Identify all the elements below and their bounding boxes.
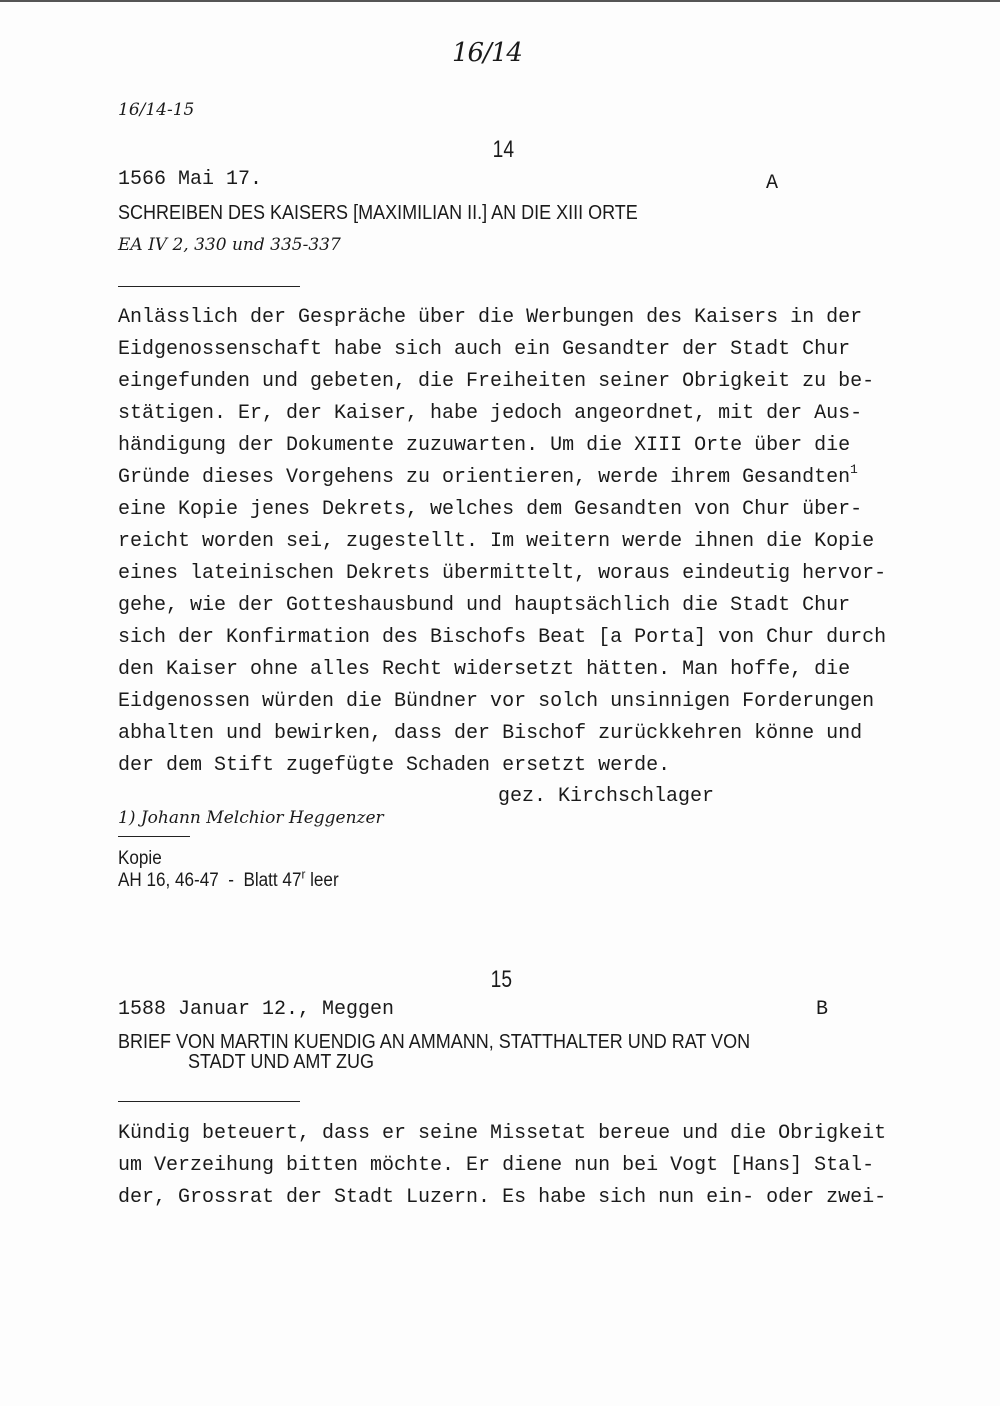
scan-edge bbox=[0, 0, 1000, 2]
signature: gez. Kirchschlager bbox=[498, 785, 715, 808]
document-number-15: 15 bbox=[490, 966, 513, 993]
body-line: Kündig beteuert, dass er seine Missetat bereue und die Obrigkeit bbox=[118, 1122, 887, 1145]
document-title-15-line1: BRIEF VON MARTIN KUENDIG AN AMMANN, STATTHALTER UND RAT VON bbox=[118, 1031, 751, 1053]
document-date-15: 1588 Januar 12., Meggen bbox=[118, 998, 395, 1021]
body-line: Eidgenossen würden die Bündner vor solch unsinnigen Forderungen bbox=[118, 690, 875, 713]
document-title-15-line2: STADT UND AMT ZUG bbox=[188, 1051, 375, 1073]
page-reference: 16/14-15 bbox=[118, 100, 195, 120]
archive-reference bbox=[118, 866, 339, 893]
handwritten-reference: 16/14 bbox=[452, 38, 522, 68]
archive-tail: leer bbox=[305, 870, 339, 891]
document-source: EA IV 2, 330 und 335-337 bbox=[118, 235, 341, 255]
body-line: Anlässlich der Gespräche über die Werbungen des Kaisers in der bbox=[118, 306, 863, 329]
body-line: eines lateinischen Dekrets übermittelt, woraus eindeutig hervor- bbox=[118, 562, 887, 585]
body-line: Eidgenossenschaft habe sich auch ein Gesandter der Stadt Chur bbox=[118, 338, 851, 361]
body-line: stätigen. Er, der Kaiser, habe jedoch angeordnet, mit der Aus- bbox=[118, 402, 863, 425]
archive-sup: r bbox=[301, 866, 306, 882]
copy-label: Kopie bbox=[118, 848, 162, 869]
document-title: SCHREIBEN DES KAISERS [MAXIMILIAN II.] AN DIE XIII ORTE bbox=[118, 202, 638, 224]
divider bbox=[118, 286, 300, 287]
footnote-divider bbox=[118, 836, 190, 837]
body-line: der dem Stift zugefügte Schaden ersetzt werde. bbox=[118, 754, 671, 777]
footnote: 1) Johann Melchior Heggenzer bbox=[118, 808, 384, 828]
document-date: 1566 Mai 17. bbox=[118, 168, 263, 191]
body-line: eine Kopie jenes Dekrets, welches dem Gesandten von Chur über- bbox=[118, 498, 863, 521]
body-line: abhalten und bewirken, dass der Bischof zurückkehren könne und bbox=[118, 722, 863, 745]
body-line: um Verzeihung bitten möchte. Er diene nun bei Vogt [Hans] Stal- bbox=[118, 1154, 875, 1177]
archive-ref: AH 16, 46-47 - Blatt 47 bbox=[118, 870, 302, 891]
body-line: gehe, wie der Gotteshausbund und hauptsächlich die Stadt Chur bbox=[118, 594, 851, 617]
body-line: Gründe dieses Vorgehens zu orientieren, werde ihrem Gesandten bbox=[118, 466, 851, 489]
document-letter: A bbox=[766, 172, 779, 195]
body-line: sich der Konfirmation des Bischofs Beat [a Porta] von Chur durch bbox=[118, 626, 887, 649]
body-line: händigung der Dokumente zuzuwarten. Um die XIII Orte über die bbox=[118, 434, 851, 457]
divider-15 bbox=[118, 1101, 300, 1102]
body-line: den Kaiser ohne alles Recht widersetzt hätten. Man hoffe, die bbox=[118, 658, 851, 681]
document-page: 16/14 16/14-15 14 1566 Mai 17. A SCHREIBEN DES KAISERS [MAXIMILIAN II.] AN DIE XIII ORTE EA IV 2, 330 und 335-337 Anlässlich der Gespräche über die Werbungen des Kaisers in der Eidgenossenschaft habe sich auch ein Gesandter der Stadt Chur eingefunden und gebeten, die Freiheiten seiner Obrigkeit zu be- stätigen. Er, der Kaiser, habe jedoch angeordnet, mit der Aus- händigung der Dokumente zuzuwarten. Um die XIII Orte über die Gründe dieses Vorgehens zu orientieren, werde ihrem Gesandten 1 eine Kopie jenes Dekrets, welches dem Gesandten von Chur über- reicht worden sei, zugestellt. Im weitern werde ihnen die Kopie eines lateinischen Dekrets übermittelt, woraus eindeutig hervor- gehe, wie der Gotteshausbund und hauptsächlich die Stadt Chur sich der Konfirmation des Bischofs Beat [a Porta] von Chur durch den Kaiser ohne alles Recht widersetzt hätten. Man hoffe, die Eidgenossen würden die Bündner vor solch unsinnigen Forderungen abhalten und bewirken, dass der Bischof zurückkehren könne und der dem Stift zugefügte Schaden ersetzt werde. gez. Kirchschlager 1) Johann Melchior Heggenzer Kopie AH 16, 46-47 - Blatt 47$^r$ leer 15 1588 Januar 12., Meggen B BRIEF VON MARTIN KUENDIG AN AMMANN, STATTHALTER UND RAT VON STADT UND AMT ZUG Kündig beteuert, dass er seine Missetat bereue und die Obrigkeit um Verzeihung bitten möchte. Er diene nun bei Vogt [Hans] Stal- der, Grossrat der Stadt Luzern. Es habe sich nun ein- oder zwei- bbox=[0, 0, 1000, 1406]
body-line: reicht worden sei, zugestellt. Im weitern werde ihnen die Kopie bbox=[118, 530, 875, 553]
document-number-14: 14 bbox=[492, 136, 515, 163]
body-line: eingefunden und gebeten, die Freiheiten seiner Obrigkeit zu be- bbox=[118, 370, 875, 393]
body-line: der, Grossrat der Stadt Luzern. Es habe sich nun ein- oder zwei- bbox=[118, 1186, 887, 1209]
document-letter-15: B bbox=[816, 998, 829, 1021]
